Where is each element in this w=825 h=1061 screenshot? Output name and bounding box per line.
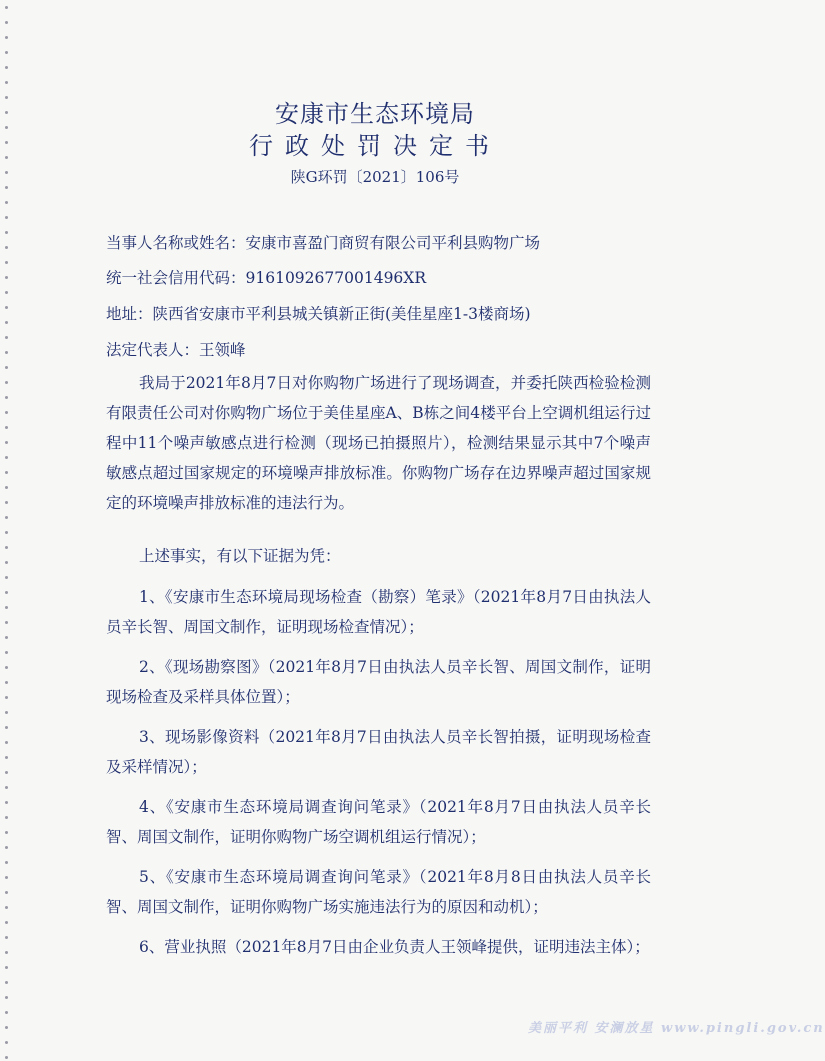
scan-dot xyxy=(5,1056,8,1059)
evidence-item: 1、《安康市生态环境局现场检查（勘察）笔录》（2021年8月7日由执法人员辛长智、周国文制作，证明现场检查情况）； xyxy=(106,588,651,636)
scan-dot xyxy=(5,261,8,264)
scan-dot xyxy=(5,471,8,474)
scan-dot xyxy=(5,861,8,864)
scan-dot xyxy=(5,801,8,804)
scan-dot xyxy=(5,1026,8,1029)
party-name-line: 当事人名称或姓名：安康市喜盈门商贸有限公司平利县购物广场 xyxy=(106,234,541,252)
scan-dot xyxy=(5,531,8,534)
scan-dot xyxy=(5,621,8,624)
scan-dot xyxy=(5,51,8,54)
scan-dot xyxy=(5,576,8,579)
scan-dot xyxy=(5,456,8,459)
scan-dot xyxy=(5,336,8,339)
scan-dot xyxy=(5,546,8,549)
scan-dot xyxy=(5,741,8,744)
scan-dot xyxy=(5,411,8,414)
document-type-title: 行政处罚决定书 xyxy=(249,132,501,160)
issuing-authority-title: 安康市生态环境局 xyxy=(275,100,475,128)
scan-dot xyxy=(5,351,8,354)
document-number: 陕G环罚〔2021〕106号 xyxy=(290,168,460,186)
address-line: 地址：陕西省安康市平利县城关镇新正街(美佳星座1-3楼商场) xyxy=(106,305,531,323)
scan-dot xyxy=(5,936,8,939)
scan-dot xyxy=(5,201,8,204)
scan-dot xyxy=(5,696,8,699)
scan-dot xyxy=(5,921,8,924)
scan-dot xyxy=(5,81,8,84)
scan-dot xyxy=(5,1041,8,1044)
scan-dot xyxy=(5,816,8,819)
scan-dot xyxy=(5,486,8,489)
evidence-item: 2、《现场勘察图》（2021年8月7日由执法人员辛长智、周国文制作，证明现场检查及采样具体位置）； xyxy=(106,658,651,706)
site-watermark: 美丽平利 安澜放星 www.pingli.gov.cn xyxy=(528,1021,825,1036)
scan-dot xyxy=(5,6,8,9)
scan-dot xyxy=(5,306,8,309)
scan-dot xyxy=(5,876,8,879)
scan-dot xyxy=(5,966,8,969)
scan-dot xyxy=(5,216,8,219)
scan-dot xyxy=(5,501,8,504)
scan-dot xyxy=(5,666,8,669)
evidence-item: 6、营业执照（2021年8月7日由企业负责人王领峰提供，证明违法主体）； xyxy=(139,938,650,956)
scan-dot xyxy=(5,246,8,249)
scan-dot xyxy=(5,66,8,69)
scan-dot xyxy=(5,831,8,834)
scan-dot xyxy=(5,36,8,39)
scan-dot xyxy=(5,711,8,714)
scan-dot xyxy=(5,996,8,999)
scan-dot xyxy=(5,1011,8,1014)
scan-dot xyxy=(5,846,8,849)
evidence-item: 3、现场影像资料（2021年8月7日由执法人员辛长智拍摄，证明现场检查及采样情况）； xyxy=(106,728,651,776)
scan-dot xyxy=(5,396,8,399)
scan-dot xyxy=(5,426,8,429)
scan-dot xyxy=(5,276,8,279)
credit-code-line: 统一社会信用代码：9161092677001496XR xyxy=(106,269,426,287)
scan-dot xyxy=(5,981,8,984)
scan-dot xyxy=(5,606,8,609)
scan-dot xyxy=(5,291,8,294)
scan-dot xyxy=(5,561,8,564)
evidence-item: 4、《安康市生态环境局调查询问笔录》（2021年8月7日由执法人员辛长智、周国文制作，证明你购物广场空调机组运行情况）； xyxy=(106,798,651,846)
scan-dot xyxy=(5,786,8,789)
scan-dot xyxy=(5,516,8,519)
scan-dot xyxy=(5,21,8,24)
scan-dot xyxy=(5,366,8,369)
facts-paragraph: 我局于2021年8月7日对你购物广场进行了现场调查，并委托陕西检验检测有限责任公司对你购物广场位于美佳星座A、B栋之间4楼平台上空调机组运行过程中11个噪声敏感点进行检测（现场已拍摄照片），检测结果显示其中7个噪声敏感点超过国家规定的环境噪声排放标准。你购物广场存在边界噪声超过国家规定的环境噪声排放标准的违法行为。 xyxy=(106,374,651,512)
scan-dot xyxy=(5,951,8,954)
scan-dot xyxy=(5,681,8,684)
scan-dot xyxy=(5,321,8,324)
legal-representative-line: 法定代表人：王领峰 xyxy=(106,341,246,359)
evidence-item: 5、《安康市生态环境局调查询问笔录》（2021年8月8日由执法人员辛长智、周国文制作，证明你购物广场实施违法行为的原因和动机）； xyxy=(106,868,651,916)
scan-dot xyxy=(5,906,8,909)
scan-dot xyxy=(5,381,8,384)
scan-dot xyxy=(5,591,8,594)
scan-dot xyxy=(5,756,8,759)
scan-dot xyxy=(5,651,8,654)
scan-dot xyxy=(5,636,8,639)
evidence-intro: 上述事实，有以下证据为凭： xyxy=(139,547,341,565)
scan-dot xyxy=(5,441,8,444)
scan-dot xyxy=(5,726,8,729)
scan-dot xyxy=(5,771,8,774)
scan-dot xyxy=(5,231,8,234)
scan-dot xyxy=(5,891,8,894)
